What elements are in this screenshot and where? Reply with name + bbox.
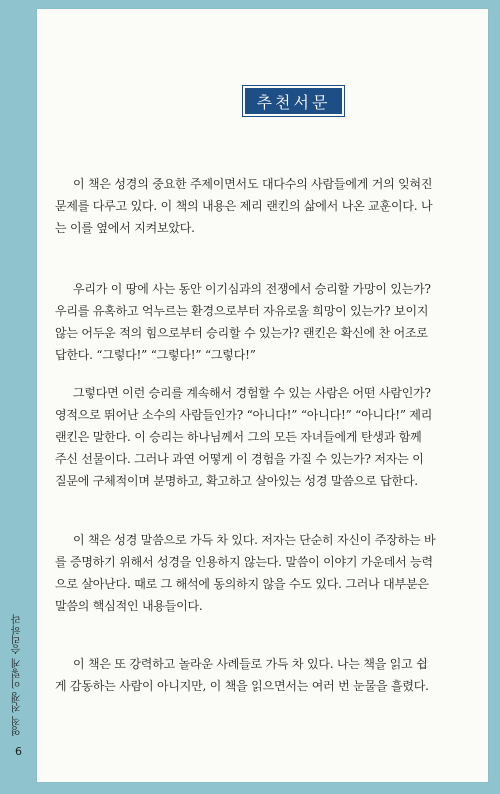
text-line: 랜킨은 말한다. 이 승리는 하나님께서 그의 모든 자녀들에게 탄생과 함께 <box>55 430 422 444</box>
running-header: 영적 전쟁 이렇게 승리하라 <box>12 613 23 736</box>
section-title-badge <box>245 88 342 114</box>
paragraph <box>55 653 455 697</box>
section-title: 추천서문 <box>256 92 331 112</box>
paragraph <box>55 529 455 617</box>
paragraph <box>55 382 455 492</box>
paragraph <box>55 173 455 239</box>
text-line: 우리를 유혹하고 억누르는 환경으로부터 자유로울 희망이 있는가? 보이지 <box>55 304 429 318</box>
text-line: 질문에 구체적이며 분명하고, 확고하고 살아있는 성경 말씀으로 답한다. <box>55 474 418 488</box>
text-line: 이 책은 성경 말씀으로 가득 차 있다. 저자는 단순히 자신이 주장하는 바 <box>73 533 436 547</box>
page-number: 6 <box>15 745 22 758</box>
text-line: 으로 살아난다. 때로 그 해석에 동의하지 않을 수도 있다. 그러나 대부분은 <box>55 577 429 591</box>
text-line: 주신 선물이다. 그러나 과연 어떻게 이 경험을 가질 수 있는가? 저자는 이 <box>55 452 424 466</box>
text-line: 게 감동하는 사람이 아니지만, 이 책을 읽으면서는 여러 번 눈물을 흘렸다. <box>55 679 429 693</box>
text-line: 영적으로 뛰어난 소수의 사람들인가? “아니다!” “아니다!” “아니다!” 제리 <box>55 408 433 422</box>
text-line: 는 이를 옆에서 지켜보았다. <box>55 221 195 235</box>
paragraph <box>55 278 455 366</box>
page-margin <box>0 0 37 794</box>
text-line: 말씀의 핵심적인 내용들이다. <box>55 599 203 613</box>
text-line: 그렇다면 이런 승리를 계속해서 경험할 수 있는 사람은 어떤 사람인가? <box>73 386 431 400</box>
text-line: 를 증명하기 위해서 성경을 인용하지 않는다. 말씀이 이야기 가운데서 능력 <box>55 555 433 569</box>
text-line: 이 책은 또 강력하고 놀라운 사례들로 가득 차 있다. 나는 책을 읽고 쉽 <box>73 657 428 671</box>
text-line: 우리가 이 땅에 사는 동안 이기심과의 전쟁에서 승리할 가망이 있는가? <box>73 282 431 296</box>
text-line: 않는 어두운 적의 힘으로부터 승리할 수 있는가? 랜킨은 확신에 찬 어조로 <box>55 326 428 340</box>
text-line: 문제를 다루고 있다. 이 책의 내용은 제리 랜킨의 삶에서 나온 교훈이다. 나 <box>55 199 433 213</box>
text-line: 답한다. “그렇다!” “그렇다!” “그렇다!” <box>55 348 256 362</box>
text-line: 이 책은 성경의 중요한 주제이면서도 대다수의 사람들에게 거의 잊혀진 <box>73 177 433 191</box>
